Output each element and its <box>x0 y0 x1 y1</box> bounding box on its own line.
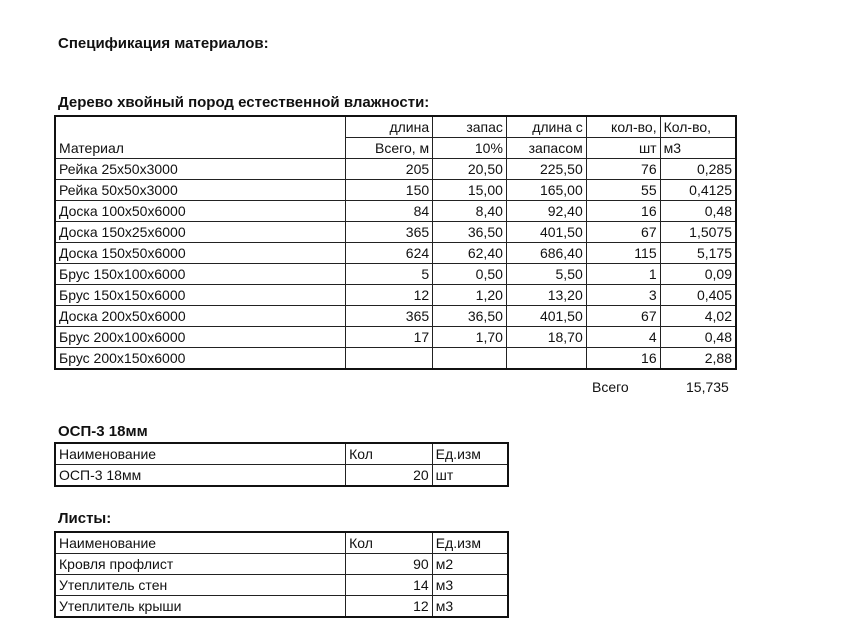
table-row <box>55 596 508 618</box>
total-value: 15,735 <box>686 379 729 395</box>
length-cell: 624 <box>346 243 433 264</box>
length-with-reserve-cell: 686,40 <box>506 243 586 264</box>
reserve-cell: 8,40 <box>433 201 507 222</box>
wood-table <box>54 115 737 370</box>
osp-header-unit: Ед.изм <box>432 443 508 465</box>
reserve-cell <box>433 348 507 370</box>
volume-cell: 1,5075 <box>660 222 736 243</box>
length-with-reserve-cell: 225,50 <box>506 159 586 180</box>
header-length-top: длина <box>346 116 433 138</box>
material-name-cell: Доска 150х50х6000 <box>55 243 346 264</box>
volume-cell: 2,88 <box>660 348 736 370</box>
material-name-cell: Брус 200х100х6000 <box>55 327 346 348</box>
sheets-section-heading: Листы: <box>58 510 112 527</box>
quantity-cell: 16 <box>586 348 660 370</box>
length-cell: 17 <box>346 327 433 348</box>
volume-cell: 0,09 <box>660 264 736 285</box>
length-cell: 150 <box>346 180 433 201</box>
quantity-cell: 55 <box>586 180 660 201</box>
table-row <box>55 306 736 327</box>
table-row <box>55 327 736 348</box>
table-row <box>55 264 736 285</box>
quantity-cell: 12 <box>346 596 433 618</box>
header-lenres-top: длина с <box>506 116 586 138</box>
material-name-cell: Брус 150х100х6000 <box>55 264 346 285</box>
volume-cell: 0,48 <box>660 327 736 348</box>
unit-cell: шт <box>432 465 508 487</box>
quantity-cell: 67 <box>586 222 660 243</box>
sheets-header-name: Наименование <box>55 532 346 554</box>
header-vol-top: Кол-во, <box>660 116 736 138</box>
item-name-cell: Утеплитель крыши <box>55 596 346 618</box>
material-name-cell: Доска 150х25х6000 <box>55 222 346 243</box>
volume-cell: 4,02 <box>660 306 736 327</box>
volume-cell: 5,175 <box>660 243 736 264</box>
length-cell: 365 <box>346 222 433 243</box>
table-row <box>55 180 736 201</box>
header-qty-top: кол-во, <box>586 116 660 138</box>
wood-section-heading: Дерево хвойный пород естественной влажности: <box>58 94 430 111</box>
table-row <box>55 554 508 575</box>
header-reserve-bottom: 10% <box>433 138 507 159</box>
material-name-cell: Брус 150х150х6000 <box>55 285 346 306</box>
length-with-reserve-cell: 92,40 <box>506 201 586 222</box>
sheets-header-qty: Кол <box>346 532 433 554</box>
length-cell: 12 <box>346 285 433 306</box>
quantity-cell: 3 <box>586 285 660 306</box>
length-with-reserve-cell: 13,20 <box>506 285 586 306</box>
volume-cell: 0,48 <box>660 201 736 222</box>
osp-header-name: Наименование <box>55 443 346 465</box>
length-with-reserve-cell <box>506 348 586 370</box>
sheets-table <box>54 531 509 618</box>
osp-section-heading: ОСП-3 18мм <box>58 423 148 440</box>
table-row <box>55 243 736 264</box>
length-with-reserve-cell: 401,50 <box>506 306 586 327</box>
quantity-cell: 20 <box>346 465 433 487</box>
reserve-cell: 15,00 <box>433 180 507 201</box>
quantity-cell: 90 <box>346 554 433 575</box>
header-lenres-bottom: запасом <box>506 138 586 159</box>
length-cell <box>346 348 433 370</box>
reserve-cell: 62,40 <box>433 243 507 264</box>
header-reserve-top: запас <box>433 116 507 138</box>
total-label: Всего <box>592 379 629 395</box>
reserve-cell: 36,50 <box>433 222 507 243</box>
unit-cell: м3 <box>432 596 508 618</box>
osp-table <box>54 442 509 487</box>
quantity-cell: 115 <box>586 243 660 264</box>
quantity-cell: 76 <box>586 159 660 180</box>
unit-cell: м3 <box>432 575 508 596</box>
material-name-cell: Брус 200х150х6000 <box>55 348 346 370</box>
volume-cell: 0,4125 <box>660 180 736 201</box>
item-name-cell: Кровля профлист <box>55 554 346 575</box>
unit-cell: м2 <box>432 554 508 575</box>
quantity-cell: 67 <box>586 306 660 327</box>
header-vol-bottom: м3 <box>660 138 736 159</box>
quantity-cell: 1 <box>586 264 660 285</box>
length-with-reserve-cell: 401,50 <box>506 222 586 243</box>
length-cell: 365 <box>346 306 433 327</box>
sheets-header-unit: Ед.изм <box>432 532 508 554</box>
quantity-cell: 14 <box>346 575 433 596</box>
material-name-cell: Доска 100х50х6000 <box>55 201 346 222</box>
length-with-reserve-cell: 18,70 <box>506 327 586 348</box>
length-cell: 84 <box>346 201 433 222</box>
length-cell: 5 <box>346 264 433 285</box>
table-row <box>55 285 736 306</box>
wood-header-row <box>55 116 736 138</box>
table-row <box>55 575 508 596</box>
quantity-cell: 16 <box>586 201 660 222</box>
header-length-bottom: Всего, м <box>346 138 433 159</box>
reserve-cell: 1,70 <box>433 327 507 348</box>
quantity-cell: 4 <box>586 327 660 348</box>
osp-header-row <box>55 443 508 465</box>
osp-header-qty: Кол <box>346 443 433 465</box>
header-material: Материал <box>55 116 346 159</box>
material-name-cell: Рейка 50х50х3000 <box>55 180 346 201</box>
table-row <box>55 159 736 180</box>
length-with-reserve-cell: 5,50 <box>506 264 586 285</box>
header-qty-bottom: шт <box>586 138 660 159</box>
reserve-cell: 1,20 <box>433 285 507 306</box>
reserve-cell: 20,50 <box>433 159 507 180</box>
sheets-header-row <box>55 532 508 554</box>
length-cell: 205 <box>346 159 433 180</box>
reserve-cell: 36,50 <box>433 306 507 327</box>
material-name-cell: Доска 200х50х6000 <box>55 306 346 327</box>
table-row <box>55 201 736 222</box>
volume-cell: 0,285 <box>660 159 736 180</box>
reserve-cell: 0,50 <box>433 264 507 285</box>
material-name-cell: Рейка 25х50х3000 <box>55 159 346 180</box>
volume-cell: 0,405 <box>660 285 736 306</box>
item-name-cell: Утеплитель стен <box>55 575 346 596</box>
table-row <box>55 348 736 370</box>
table-row <box>55 465 508 487</box>
page-title: Спецификация материалов: <box>58 35 269 52</box>
table-row <box>55 222 736 243</box>
length-with-reserve-cell: 165,00 <box>506 180 586 201</box>
item-name-cell: ОСП-3 18мм <box>55 465 346 487</box>
